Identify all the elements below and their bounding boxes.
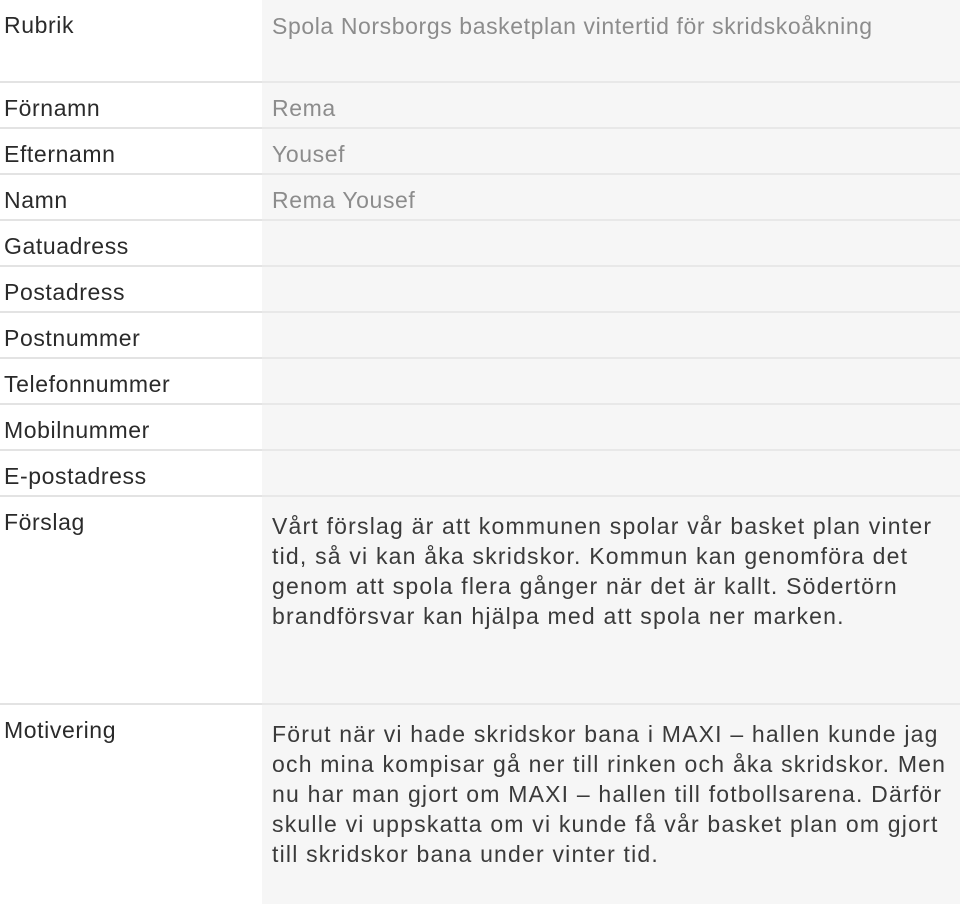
form-row-namn — [0, 174, 960, 220]
field-label-postadress: Postadress — [0, 266, 262, 312]
field-value-namn: Rema Yousef — [262, 174, 960, 220]
form-row-telefonnummer — [0, 358, 960, 404]
field-label-rubrik: Rubrik — [4, 12, 75, 38]
form-row-epostadress — [0, 450, 960, 496]
form-row-postnummer — [0, 312, 960, 358]
field-value-fornamn: Rema — [262, 82, 960, 128]
field-value-motivering: Förut när vi hade skridskor bana i MAXI – hallen kunde jag och mina kompisar gå ner till rinken och åka skridskor. Men nu har man gjort om MAXI – hallen till fotbollsarena. Därför skulle vi uppskatta om vi kunde få vår basket plan om gjort till skridskor bana under vinter tid. — [262, 704, 960, 904]
field-value-efternamn: Yousef — [262, 128, 960, 174]
field-label-gatuadress: Gatuadress — [0, 220, 262, 266]
field-label-telefonnummer: Telefonnummer — [0, 358, 262, 404]
form-row-fornamn — [0, 82, 960, 128]
field-value-gatuadress — [262, 220, 960, 266]
field-label-forslag: Förslag — [0, 496, 262, 704]
field-label-efternamn: Efternamn — [0, 128, 262, 174]
form-row-forslag — [0, 496, 960, 704]
form-row-postadress — [0, 266, 960, 312]
field-value-rubrik: Spola Norsborgs basketplan vintertid för skridskoåkning — [262, 0, 960, 82]
field-label-namn: Namn — [0, 174, 262, 220]
field-label-motivering: Motivering — [0, 704, 262, 904]
field-value-postnummer — [262, 312, 960, 358]
form-row-gatuadress — [0, 220, 960, 266]
field-value-mobilnummer — [262, 404, 960, 450]
field-label-postnummer: Postnummer — [0, 312, 262, 358]
field-label-epostadress: E-postadress — [0, 450, 262, 496]
field-value-forslag: Vårt förslag är att kommunen spolar vår basket plan vinter tid, så vi kan åka skridskor. Kommun kan genomföra det genom att spola flera gånger när det är kallt. Södertörn brandförsvar kan hjälpa med att spola ner marken. — [262, 496, 960, 704]
field-value-postadress — [262, 266, 960, 312]
form-row-rubrik — [0, 0, 960, 82]
field-label-fornamn: Förnamn — [0, 82, 262, 128]
form-row-mobilnummer — [0, 404, 960, 450]
form-row-efternamn — [0, 128, 960, 174]
field-value-epostadress — [262, 450, 960, 496]
field-value-telefonnummer — [262, 358, 960, 404]
form-row-motivering — [0, 704, 960, 904]
field-label-mobilnummer: Mobilnummer — [0, 404, 262, 450]
